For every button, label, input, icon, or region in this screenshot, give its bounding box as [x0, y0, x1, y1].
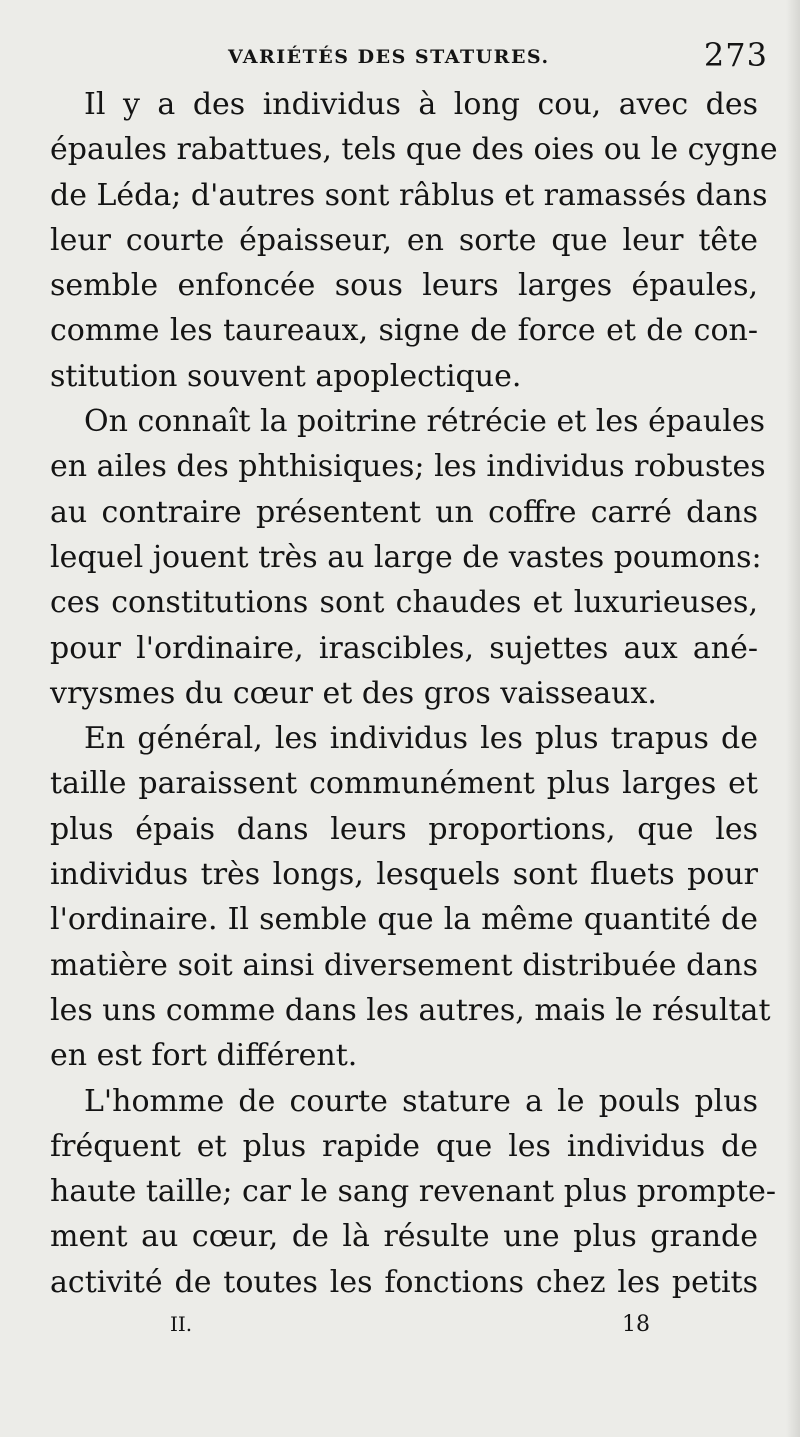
text-line: l'ordinaire. Il semble que la même quantité de	[50, 902, 758, 938]
text-line: stitution souvent apoplectique.	[50, 358, 522, 394]
text-line: de Léda; d'autres sont râblus et ramassés dans	[50, 177, 768, 213]
signature-mark: 18	[622, 1312, 650, 1337]
text-line: L'homme de courte stature a le pouls plus	[84, 1083, 758, 1119]
text-line: les uns comme dans les autres, mais le résultat	[50, 992, 771, 1028]
page-header	[48, 36, 768, 80]
text-line: vrysmes du cœur et des gros vaisseaux.	[50, 675, 657, 711]
text-line: Il y a des individus à long cou, avec des	[84, 87, 758, 122]
volume-mark: II.	[170, 1312, 193, 1336]
text-line: épaules rabattues, tels que des oies ou le cygne	[50, 132, 778, 168]
text-line: haute taille; car le sang revenant plus prompte-	[50, 1174, 776, 1210]
running-head: VARIÉTÉS DES STATURES.	[228, 46, 550, 68]
text-line: pour l'ordinaire, irascibles, sujettes aux ané-	[50, 630, 758, 666]
body-text	[50, 82, 778, 1305]
text-line: En général, les individus les plus trapus de	[84, 721, 758, 757]
text-line: fréquent et plus rapide que les individus de	[50, 1128, 758, 1164]
page-number: 273	[703, 36, 768, 74]
text-line: en est fort différent.	[50, 1038, 358, 1074]
page-edge-shadow	[786, 0, 800, 1437]
text-line: plus épais dans leurs proportions, que les	[50, 811, 758, 847]
text-line: leur courte épaisseur, en sorte que leur tête	[50, 222, 758, 258]
text-line: On connaît la poitrine rétrécie et les épaules	[84, 404, 765, 440]
text-line: individus très longs, lesquels sont fluets pour	[50, 857, 758, 893]
text-line: matière soit ainsi diversement distribuée dans	[50, 947, 758, 983]
text-line: ces constitutions sont chaudes et luxurieuses,	[50, 585, 758, 621]
page-footer	[170, 1312, 650, 1342]
text-line: lequel jouent très au large de vastes poumons:	[50, 539, 762, 575]
text-line: en ailes des phthisiques; les individus robustes	[50, 449, 766, 485]
text-line: taille paraissent communément plus larges et	[50, 766, 758, 802]
text-line: au contraire présentent un coffre carré dans	[50, 494, 758, 530]
text-line: activité de toutes les fonctions chez les petits	[50, 1264, 758, 1300]
text-line: ment au cœur, de là résulte une plus grande	[50, 1219, 758, 1255]
text-line: semble enfoncée sous leurs larges épaules,	[50, 268, 758, 304]
text-line: comme les taureaux, signe de force et de con-	[50, 313, 758, 349]
